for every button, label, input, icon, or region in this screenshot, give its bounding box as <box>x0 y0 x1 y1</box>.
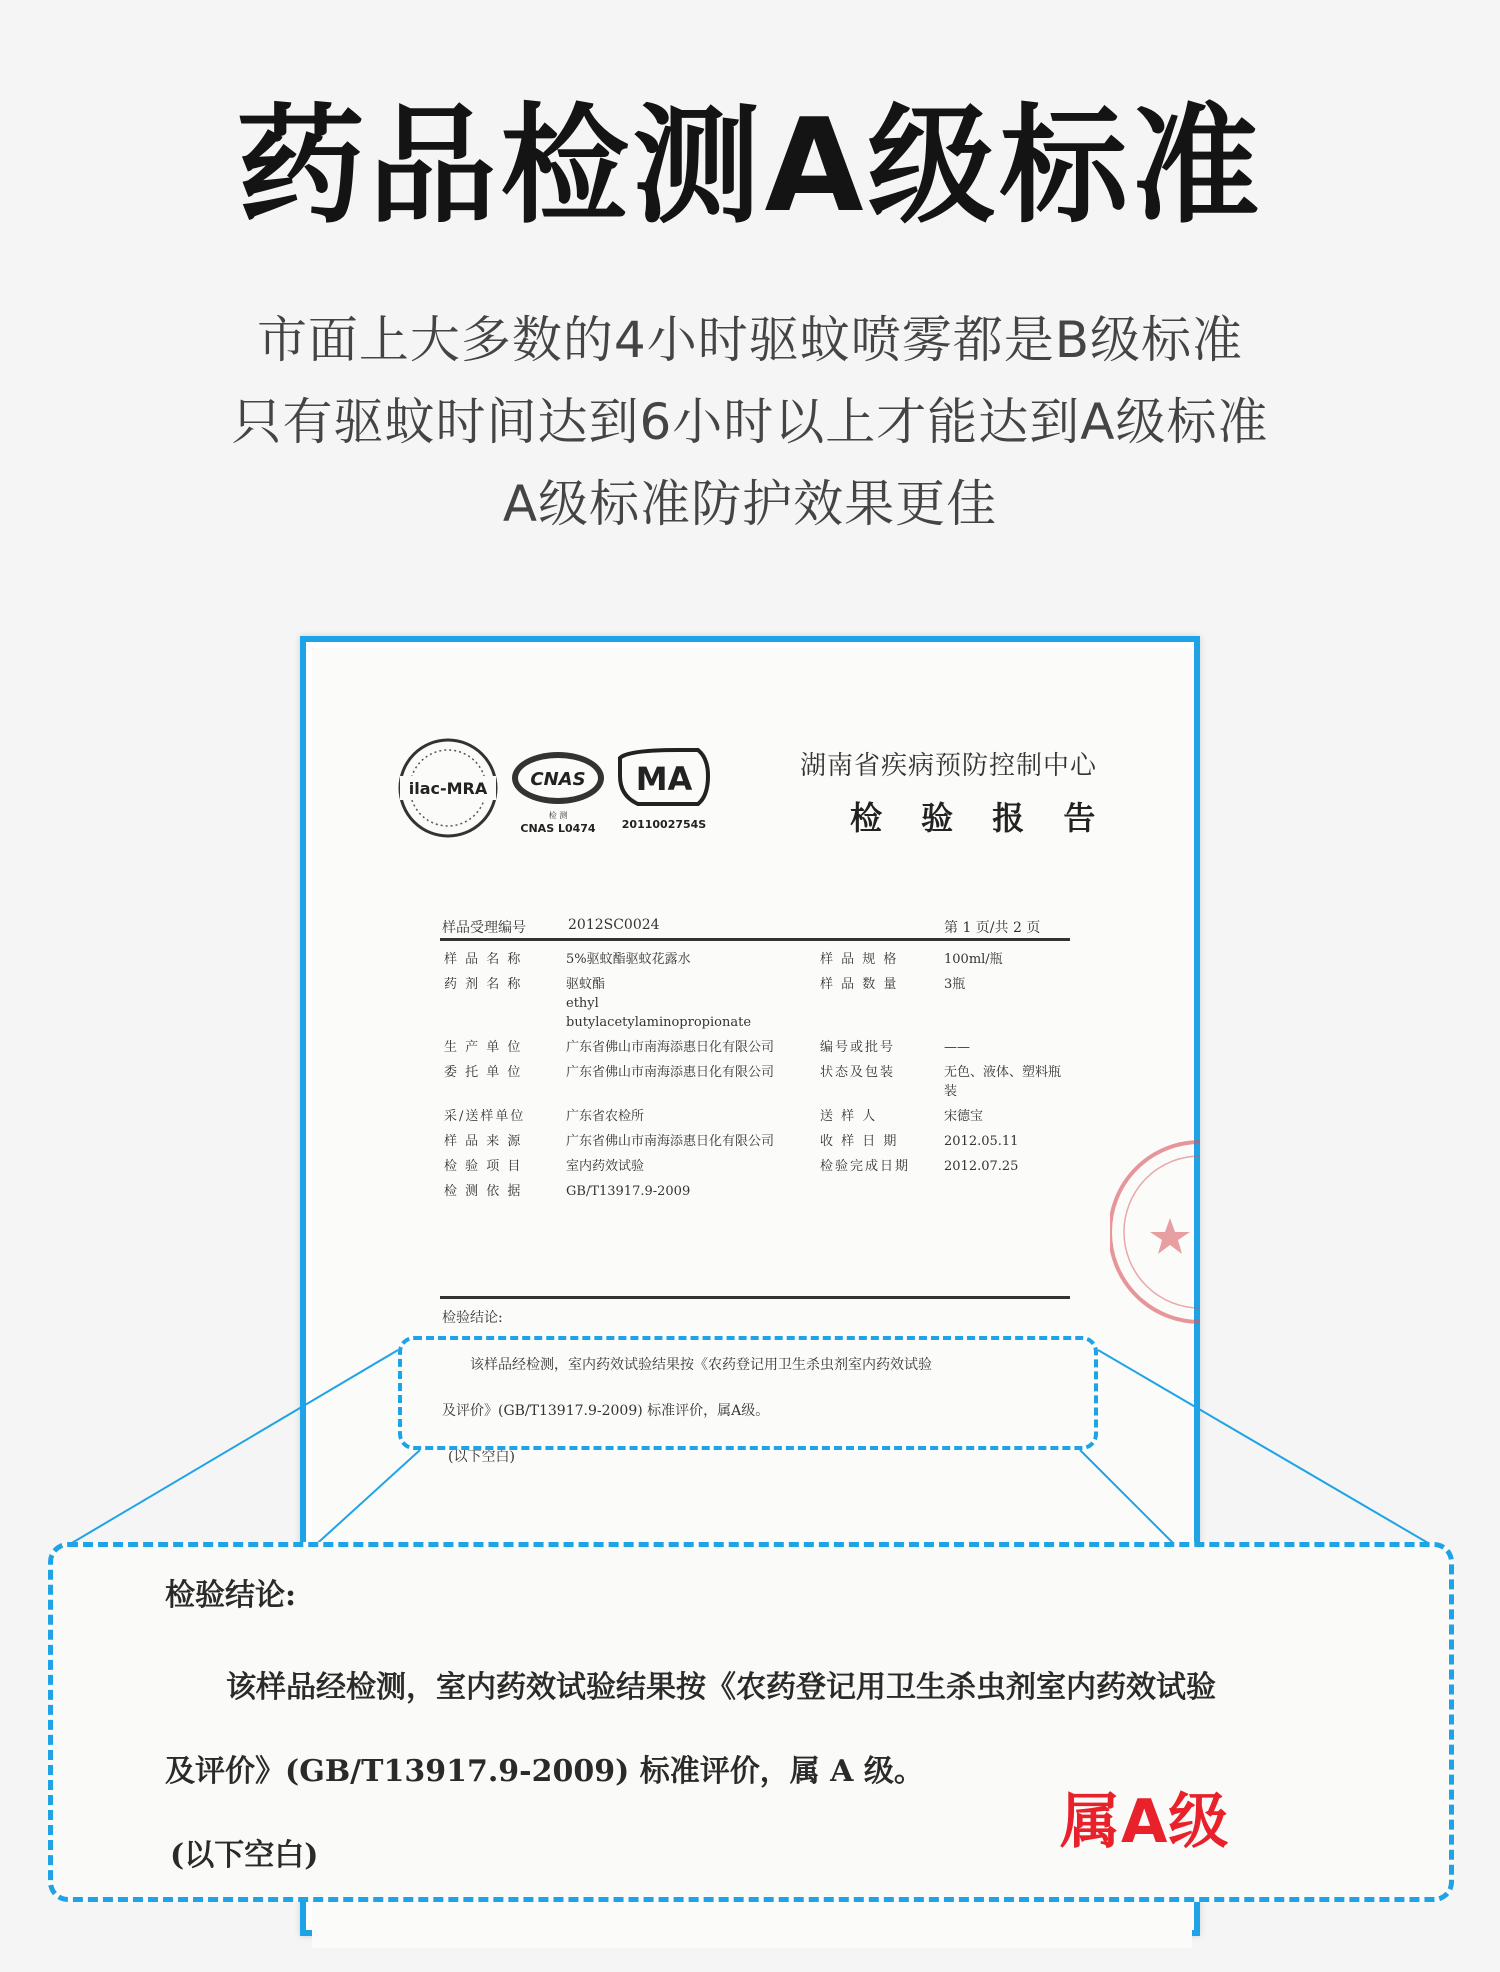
table-top-rule <box>440 938 1070 941</box>
row-label: 委 托 单 位 <box>444 1065 523 1080</box>
table-row <box>442 947 1068 972</box>
subtitle-line-3: A级标准防护效果更佳 <box>502 475 998 533</box>
conclusion-line-1: 该样品经检测，室内药效试验结果按《农药登记用卫生杀虫剂室内药效试验 <box>470 1357 932 1373</box>
row-label-2: 样 品 数 量 <box>820 977 899 992</box>
row-value-2: 宋德宝 <box>944 1109 984 1124</box>
subtitle-line-1: 市面上大多数的4小时驱蚊喷雾都是B级标准 <box>256 311 1244 369</box>
row-label: 检 验 项 目 <box>444 1159 523 1174</box>
svg-text:检 测: 检 测 <box>548 811 568 820</box>
subtitle-line-2: 只有驱蚊时间达到6小时以上才能达到A级标准 <box>231 393 1269 451</box>
row-value: GB/T13917.9-2009 <box>566 1184 691 1199</box>
row-value-2: 100ml/瓶 <box>944 952 1003 967</box>
row-label: 采/送样单位 <box>444 1109 526 1124</box>
svg-text:2011002754S: 2011002754S <box>621 818 707 831</box>
row-label: 样 品 名 称 <box>444 952 523 967</box>
organization-name: 湖南省疾病预防控制中心 <box>800 751 1098 781</box>
blank-note: (以下空白) <box>448 1449 515 1465</box>
row-value-2: 2012.07.25 <box>944 1159 1019 1174</box>
zoom-conclusion-line-2: 及评价》(GB/T13917.9-2009) 标准评价，属 A 级。 <box>165 1754 924 1789</box>
cnas-logo <box>512 752 604 835</box>
report-title: 检 验 报 告 <box>850 799 1110 837</box>
table-row <box>442 972 1068 1035</box>
row-label: 样 品 来 源 <box>444 1134 523 1149</box>
zoom-blank-note: (以下空白) <box>170 1838 319 1873</box>
official-stamp <box>1110 1132 1200 1332</box>
row-value: 室内药效试验 <box>566 1159 645 1174</box>
zoom-conclusion-label: 检验结论: <box>165 1578 297 1613</box>
report-info-table <box>442 947 1068 1204</box>
receipt-no-label: 样品受理编号 <box>442 920 526 936</box>
table-row <box>442 1179 1068 1204</box>
row-value-2 <box>942 1179 1068 1204</box>
row-label-2: 检验完成日期 <box>820 1159 911 1174</box>
svg-text:ilac-MRA: ilac-MRA <box>408 779 488 798</box>
page-title: 药品检测A级标准 <box>236 92 1264 241</box>
row-label-2: 收 样 日 期 <box>820 1134 899 1149</box>
grade-a-callout: 属A级 <box>1060 1787 1230 1857</box>
certification-logos <box>398 736 738 846</box>
row-value: 驱蚊酯 ethyl butylacetylaminopropionate <box>566 977 752 1030</box>
highlight-box <box>398 1336 1098 1450</box>
row-label: 生 产 单 位 <box>444 1040 523 1055</box>
ilac-mra-logo <box>400 740 496 836</box>
svg-text:MA: MA <box>635 760 693 798</box>
row-value-2: —— <box>944 1040 970 1055</box>
svg-text:CNAS: CNAS <box>530 769 586 790</box>
table-row <box>442 1104 1068 1129</box>
conclusion-label: 检验结论: <box>442 1310 503 1326</box>
table-row <box>442 1035 1068 1060</box>
row-label-2: 状态及包装 <box>820 1065 896 1080</box>
receipt-no: 2012SC0024 <box>568 917 660 933</box>
row-label: 药 剂 名 称 <box>444 977 523 992</box>
row-value-2: 无色、液体、塑料瓶装 <box>944 1065 1062 1099</box>
row-value-2: 2012.05.11 <box>944 1134 1019 1149</box>
row-label-2: 编号或批号 <box>820 1040 896 1055</box>
zoom-conclusion-line-1: 该样品经检测，室内药效试验结果按《农药登记用卫生杀虫剂室内药效试验 <box>226 1670 1216 1705</box>
row-value: 广东省佛山市南海添惠日化有限公司 <box>566 1040 775 1055</box>
page-number: 第 1 页/共 2 页 <box>944 920 1041 936</box>
row-value: 5%驱蚊酯驱蚊花露水 <box>566 952 691 967</box>
cma-logo <box>620 750 708 831</box>
conclusion-line-2: 及评价》(GB/T13917.9-2009) 标准评价，属A级。 <box>442 1403 770 1419</box>
row-label: 检 测 依 据 <box>444 1184 523 1199</box>
row-label-2: 送 样 人 <box>820 1109 878 1124</box>
row-value: 广东省佛山市南海添惠日化有限公司 <box>566 1065 775 1080</box>
row-value-2: 3瓶 <box>944 977 966 992</box>
row-label-2: 样 品 规 格 <box>820 952 899 967</box>
row-label-2 <box>818 1179 942 1204</box>
table-row <box>442 1129 1068 1154</box>
table-row <box>442 1060 1068 1104</box>
row-value: 广东省佛山市南海添惠日化有限公司 <box>566 1134 775 1149</box>
row-value: 广东省农检所 <box>566 1109 645 1124</box>
table-row <box>442 1154 1068 1179</box>
table-bottom-rule <box>440 1296 1070 1299</box>
svg-text:CNAS L0474: CNAS L0474 <box>520 822 596 835</box>
